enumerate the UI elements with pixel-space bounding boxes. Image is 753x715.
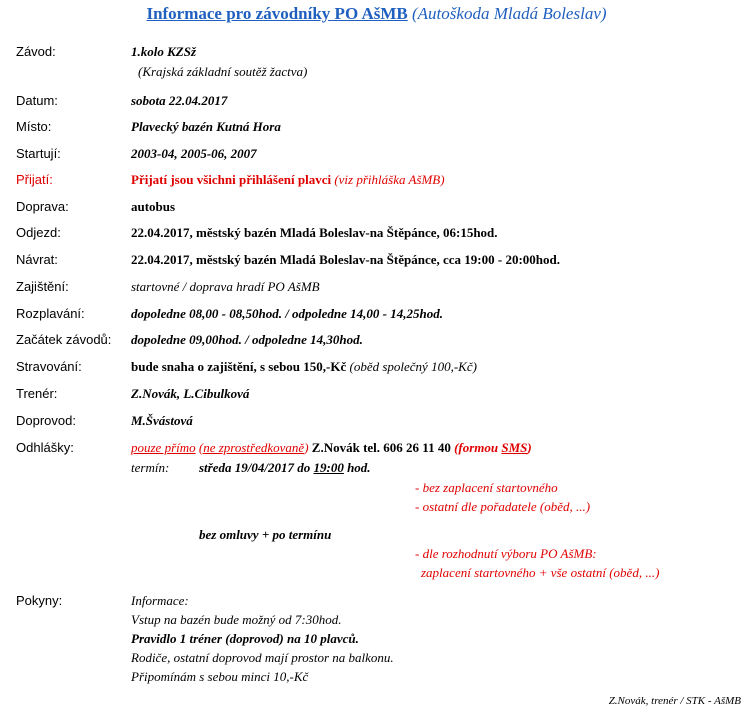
pokyny-line-5: Připomínám s sebou minci 10,-Kč [131, 669, 309, 684]
stravovani-text: bude snaha o zajištění, s sebou 150,-Kč [131, 359, 347, 374]
value-odhlasky [131, 440, 532, 456]
prijati-text: Přijatí jsou všichni přihlášení plavci [131, 172, 332, 187]
label-pokyny: Pokyny: [16, 593, 63, 608]
odhlasky-rule3: - dle rozhodnutí výboru PO AšMB: [415, 546, 597, 561]
label-doprovod: Doprovod: [16, 413, 76, 428]
value-rozplavani: dopoledne 08,00 - 08,50hod. / odpoledne 14,00 - 14,25hod. [131, 306, 443, 321]
label-trener: Trenér: [16, 386, 58, 401]
label-zavod: Závod: [16, 44, 56, 59]
pokyny-line-1: Informace: [131, 593, 189, 608]
termin-value [199, 460, 371, 476]
page-title [0, 4, 753, 24]
value-navrat: 22.04.2017, městský bazén Mladá Boleslav-na Štěpánce, cca 19:00 - 20:00hod. [131, 252, 560, 267]
pokyny-line-4: Rodiče, ostatní doprovod mají prostor na balkonu. [131, 650, 394, 665]
value-trener: Z.Novák, L.Cibulková [131, 386, 250, 401]
odhlasky-nezpro: (ne zprostředkovaně [198, 440, 305, 455]
prijati-note: (viz přihláška AšMB) [334, 172, 445, 187]
note-zavod: (Krajská základní soutěž žactva) [138, 64, 308, 79]
odhlasky-close2: ) [527, 440, 532, 455]
termin-label: termín: [131, 460, 170, 475]
value-misto: Plavecký bazén Kutná Hora [131, 119, 281, 134]
title-main: Informace pro závodníky PO AšMB [146, 4, 408, 23]
value-startuji: 2003-04, 2005-06, 2007 [131, 146, 257, 161]
odhlasky-late: bez omluvy + po termínu [199, 527, 332, 542]
label-odjezd: Odjezd: [16, 225, 61, 240]
odhlasky-contact: Z.Novák tel. 606 26 11 40 [311, 440, 451, 455]
termin-suffix: hod. [347, 460, 371, 475]
value-prijati [131, 172, 445, 188]
label-zacatek: Začátek závodů: [16, 332, 112, 347]
label-doprava: Doprava: [16, 199, 69, 214]
odhlasky-prime: pouze přímo [131, 440, 196, 455]
value-odjezd: 22.04.2017, městský bazén Mladá Boleslav-na Štěpánce, 06:15hod. [131, 225, 498, 240]
label-startuji: Startují: [16, 146, 61, 161]
value-stravovani [131, 359, 477, 375]
footer-signature: Z.Novák, trenér / STK - AšMB [608, 695, 741, 707]
pokyny-line-2: Vstup na bazén bude možný od 7:30hod. [131, 612, 342, 627]
termin-date: středa 19/04/2017 do [199, 460, 311, 475]
pokyny-line-3: Pravidlo 1 tréner (doprovod) na 10 plavců. [131, 631, 359, 646]
label-odhlasky: Odhlášky: [16, 440, 74, 455]
label-rozplavani: Rozplavání: [16, 306, 85, 321]
value-zajisteni: startovné / doprava hradí PO AšMB [131, 279, 320, 294]
stravovani-note: (oběd společný 100,-Kč) [349, 359, 477, 374]
title-sub: (Autoškoda Mladá Boleslav) [412, 4, 607, 23]
label-datum: Datum: [16, 93, 58, 108]
odhlasky-rule2: - ostatní dle pořadatele (oběd, ...) [415, 499, 591, 514]
label-navrat: Návrat: [16, 252, 58, 267]
odhlasky-formou: (formou [454, 440, 499, 455]
odhlasky-close1: ) [304, 440, 309, 455]
label-zajisteni: Zajištění: [16, 279, 69, 294]
value-zavod: 1.kolo KZSž [131, 44, 197, 59]
label-prijati: Přijatí: [16, 172, 53, 187]
value-doprovod: M.Švástová [131, 413, 193, 428]
value-datum: sobota 22.04.2017 [131, 93, 228, 108]
value-zacatek: dopoledne 09,00hod. / odpoledne 14,30hod. [131, 332, 363, 347]
odhlasky-rule1: - bez zaplacení startovného [415, 480, 558, 495]
termin-time: 19:00 [313, 460, 344, 475]
value-doprava: autobus [131, 199, 176, 214]
odhlasky-sms: SMS [501, 440, 528, 455]
label-stravovani: Stravování: [16, 359, 82, 374]
label-misto: Místo: [16, 119, 52, 134]
odhlasky-rule4: zaplacení startovného + vše ostatní (oběd, ...) [421, 565, 660, 580]
